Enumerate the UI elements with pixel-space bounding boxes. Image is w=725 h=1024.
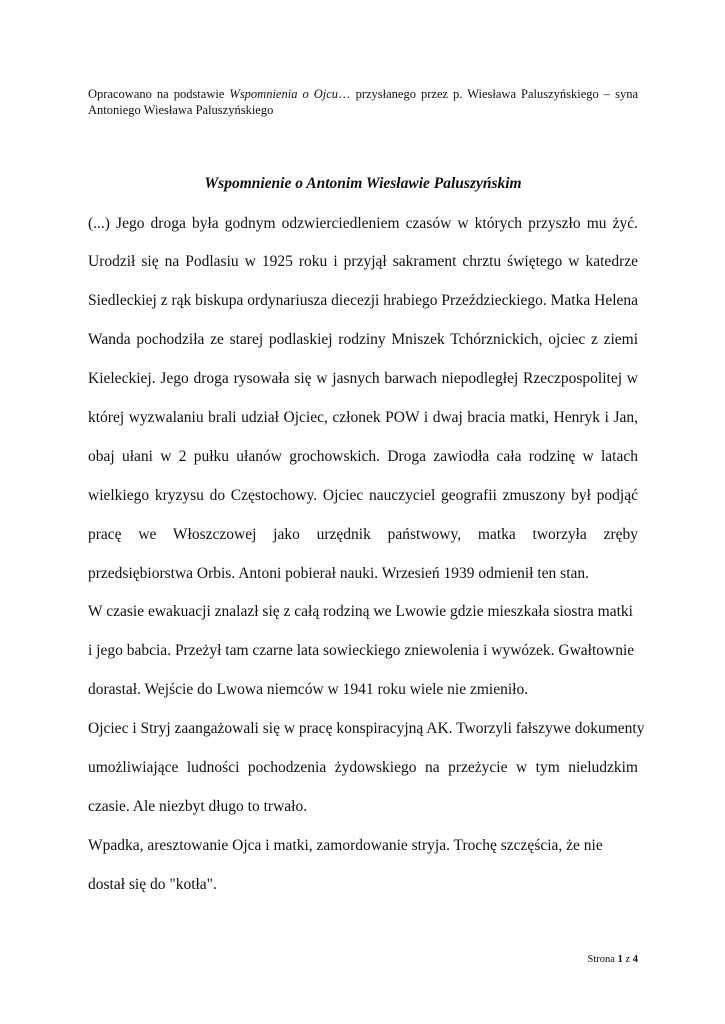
source-note-prefix: Opracowano na podstawie [88, 87, 230, 101]
body-line: Wpadka, aresztowanie Ojca i matki, zamordowanie stryja. Trochę szczęścia, że nie [88, 837, 603, 854]
source-note-suffix: … przysłanego przez p. Wiesława Paluszyńskiego – syna [338, 87, 638, 101]
source-note [88, 86, 638, 118]
body-line: czasie. Ale niezbyt długo to trwało. [88, 798, 308, 815]
source-note-line-2: Antoniego Wiesława Paluszyńskiego [88, 103, 274, 117]
body-line: Wanda pochodziła ze starej podlaskiej rodziny Mniszek Tchórznickich, ojciec z ziemi [88, 331, 638, 348]
source-note-line-1 [88, 86, 638, 102]
page-separator: z [625, 954, 631, 965]
page-footer [588, 953, 638, 967]
document-title: Wspomnienie o Antonim Wiesławie Paluszyńskim [204, 175, 522, 192]
body-line: wielkiego kryzysu do Częstochowy. Ojciec nauczyciel geografii zmuszony był podjąć [88, 487, 638, 504]
body-line: obaj ułani w 2 pułku ułanów grochowskich. Droga zawiodła cała rodzinę w latach [88, 448, 638, 465]
body-line: umożliwiające ludności pochodzenia żydowskiego na przeżycie w tym nieludzkim [88, 759, 638, 776]
body-line: Ojciec i Stryj zaangażowali się w pracę konspiracyjną AK. Tworzyli fałszywe dokumenty [88, 720, 645, 737]
body-line: Kieleckiej. Jego droga rysowała się w jasnych barwach niepodległej Rzeczpospolitej w [88, 370, 638, 387]
body-line: dorastał. Wejście do Lwowa niemców w 1941 roku wiele nie zmieniło. [88, 681, 529, 698]
body-line: pracę we Włoszczowej jako urzędnik państwowy, matka tworzyła zręby [88, 526, 638, 543]
body-line: (...) Jego droga była godnym odzwierciedleniem czasów w których przyszło mu żyć. [88, 215, 638, 232]
page-label: Strona [587, 954, 615, 965]
body-line: i jego babcia. Przeżył tam czarne lata sowieckiego zniewolenia i wywózek. Gwałtownie [88, 642, 635, 659]
body-line: której wyzwalaniu brali udział Ojciec, członek POW i dwaj bracia matki, Henryk i Jan, [88, 409, 638, 426]
body-line: Siedleckiej z rąk biskupa ordynariusza diecezji hrabiego Przeździeckiego. Matka Helena [88, 292, 639, 309]
body-line: W czasie ewakuacji znalazł się z całą rodziną we Lwowie gdzie mieszkała siostra matki [88, 603, 633, 620]
body-line: Urodził się na Podlasiu w 1925 roku i przyjął sakrament chrztu świętego w katedrze [88, 253, 638, 270]
page-total: 4 [632, 954, 638, 965]
source-title: Wspomnienia o Ojcu [229, 87, 339, 101]
page-current: 1 [617, 954, 623, 965]
body-line: dostał się do "kotła". [88, 876, 217, 893]
body-line: przedsiębiorstwa Orbis. Antoni pobierał nauki. Wrzesień 1939 odmienił ten stan. [88, 565, 590, 582]
